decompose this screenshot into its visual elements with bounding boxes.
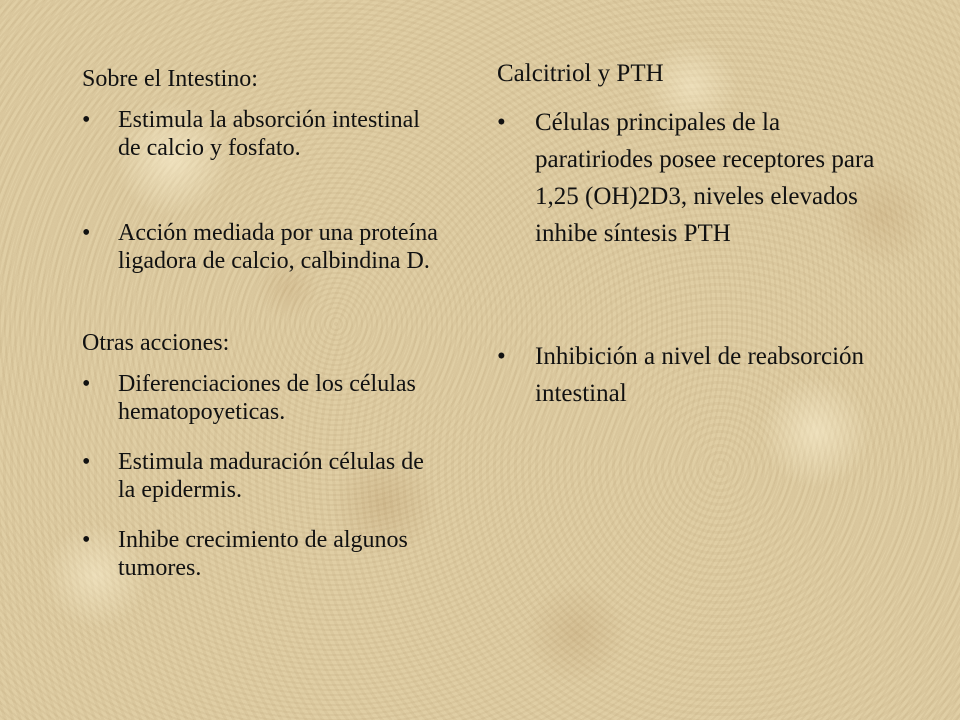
heading-otras-acciones: Otras acciones: (82, 330, 230, 356)
bullet-marker: • (82, 527, 91, 553)
bullet-text: Células principales de la paratiriodes posee receptores para 1,25 (OH)2D3, niveles elevados inhibe síntesis PTH (535, 109, 875, 247)
bullet-text: Acción mediada por una proteína ligadora de calcio, calbindina D. (118, 220, 438, 274)
bullet-marker: • (82, 107, 91, 133)
bullet-marker: • (497, 109, 506, 136)
bullet-text: Inhibición a nivel de reabsorción intestinal (535, 343, 865, 407)
bullet-marker: • (497, 343, 506, 370)
heading-sobre-intestino: Sobre el Intestino: (82, 66, 258, 92)
bullet-text: Diferenciaciones de los células hematopoyeticas. (118, 371, 416, 425)
bullet-marker: • (82, 449, 91, 475)
bullet-marker: • (82, 220, 91, 246)
bullet-text: Estimula maduración células de la epidermis. (118, 449, 424, 503)
heading-calcitriol-pth: Calcitriol y PTH (497, 60, 664, 87)
bullet-text: Estimula la absorción intestinal de calcio y fosfato. (118, 107, 420, 161)
bullet-marker: • (82, 371, 91, 397)
bullet-text: Inhibe crecimiento de algunos tumores. (118, 527, 408, 581)
